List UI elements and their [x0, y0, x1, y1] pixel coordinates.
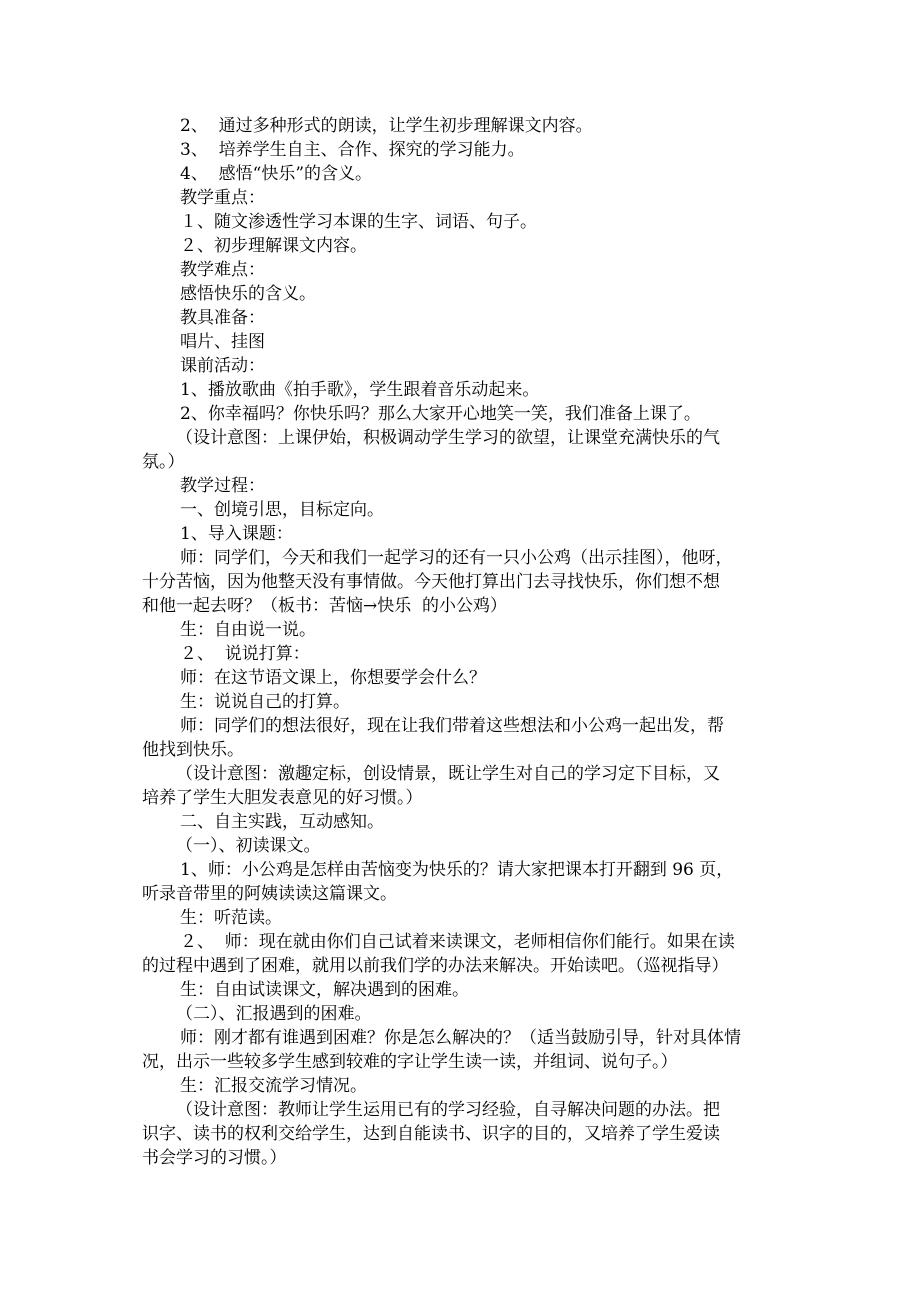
text-line: （设计意图：教师让学生运用已有的学习经验，自寻解决问题的办法。把: [176, 1100, 720, 1120]
text-line: 1、播放歌曲《拍手歌》，学生跟着音乐动起来。: [180, 380, 540, 400]
text-line: 师：刚才都有谁遇到困难？你是怎么解决的？（适当鼓励引导，针对具体情: [180, 1028, 741, 1048]
text-line: 师：同学们，今天和我们一起学习的还有一只小公鸡（出示挂图），他呀，: [180, 548, 733, 568]
text-line: 感悟快乐的含义。: [180, 284, 316, 304]
text-line: 生：自由说一说。: [180, 620, 316, 640]
text-line: 况，出示一些较多学生感到较难的字让学生读一读，并组词、说句子。）: [142, 1052, 678, 1072]
text-line: 教具准备：: [180, 308, 265, 328]
text-line: （设计意图：激趣定标，创设情景，既让学生对自己的学习定下目标，又: [176, 764, 720, 784]
text-line: 3、 培养学生自主、合作、探究的学习能力。: [180, 140, 525, 160]
text-line: ２、初步理解课文内容。: [180, 236, 367, 256]
text-line: 师：同学们的想法很好，现在让我们带着这些想法和小公鸡一起出发，帮: [180, 716, 724, 736]
text-line: 课前活动：: [180, 356, 265, 376]
text-line: 教学重点：: [180, 188, 265, 208]
text-line: 教学过程：: [180, 476, 265, 496]
text-line: 教学难点：: [180, 260, 265, 280]
text-line: 师：在这节语文课上，你想要学会什么？: [180, 668, 486, 688]
text-line: 生：汇报交流学习情况。: [180, 1076, 367, 1096]
text-line: ２、 说说打算：: [180, 644, 310, 664]
text-line: 书会学习的习惯。）: [142, 1148, 287, 1168]
text-line: １、随文渗透性学习本课的生字、词语、句子。: [180, 212, 537, 232]
text-line: 和他一起去呀？（板书：苦恼→快乐 的小公鸡）: [142, 596, 508, 616]
text-line: 生：听范读。: [180, 908, 282, 928]
text-line: （二）、汇报遇到的困难。: [176, 1004, 372, 1024]
text-line: 十分苦恼，因为他整天没有事情做。今天他打算出门去寻找快乐，你们想不想: [142, 572, 720, 592]
text-line: 1、师：小公鸡是怎样由苦恼变为快乐的？请大家把课本打开翻到 96 页，: [180, 860, 734, 880]
text-line: （设计意图：上课伊始，积极调动学生学习的欲望，让课堂充满快乐的气: [176, 428, 720, 448]
text-line: 生：说说自己的打算。: [180, 692, 350, 712]
text-line: 二、自主实践，互动感知。: [180, 812, 384, 832]
text-line: 一、创境引思，目标定向。: [180, 500, 384, 520]
text-line: 1、导入课题：: [180, 524, 293, 544]
text-line: 2、你幸福吗？你快乐吗？那么大家开心地笑一笑，我们准备上课了。: [180, 404, 701, 424]
text-line: 氛。）: [142, 452, 185, 472]
text-line: 生：自由试读课文，解决遇到的困难。: [180, 980, 469, 1000]
text-line: 培养了学生大胆发表意见的好习惯。）: [142, 788, 423, 808]
text-line: 的过程中遇到了困难，就用以前我们学的办法来解决。开始读吧。（巡视指导）: [142, 956, 729, 976]
text-line: 4、 感悟“快乐”的含义。: [180, 164, 373, 184]
text-line: 听录音带里的阿姨读读这篇课文。: [142, 884, 397, 904]
text-line: （一）、初读课文。: [176, 836, 321, 856]
text-line: 识字、读书的权利交给学生，达到自能读书、识字的目的，又培养了学生爱读: [142, 1124, 720, 1144]
text-line: ２、 师：现在就由你们自己试着来读课文，老师相信你们能行。如果在读: [180, 932, 735, 952]
text-line: 他找到快乐。: [142, 740, 244, 760]
text-line: 2、 通过多种形式的朗读，让学生初步理解课文内容。: [180, 116, 593, 136]
text-line: 唱片、挂图: [180, 332, 265, 352]
